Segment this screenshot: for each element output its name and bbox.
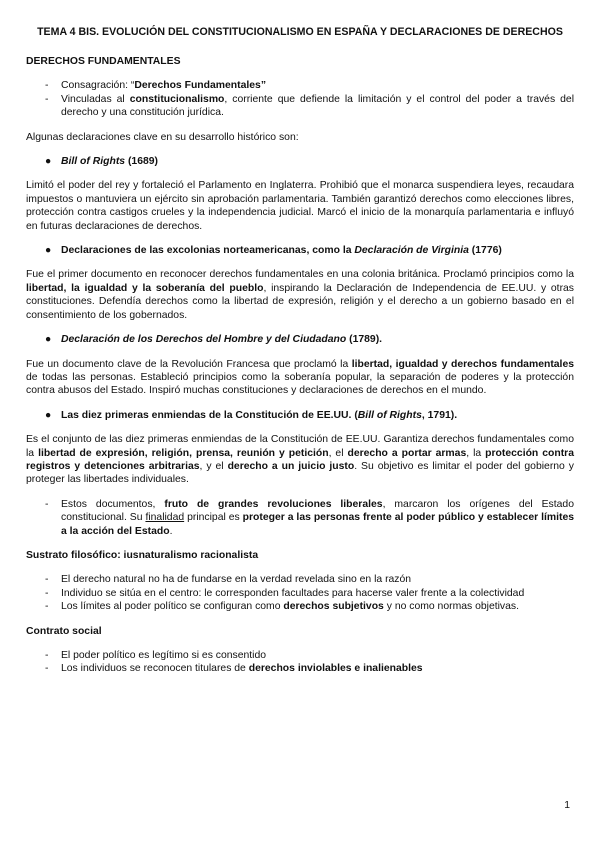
bullet-declaracion-virginia: ● Declaraciones de las excolonias norteamericanas, como la Declaración de Virginia (1776) xyxy=(45,245,502,257)
paragraph-derechos-hombre: Fue un documento clave de la Revolución Francesa que proclamó la libertad, igualdad y derechos fundamentales de todas las personas. Estableció principios como la soberanía popular, la separación de poderes y la protección contra abusos del Estado. Inspiró muchas constituciones y declaraciones de derechos en el mundo. xyxy=(26,358,574,397)
bullet-bill-of-rights-1689: ● Bill of Rights (1689) xyxy=(45,156,159,168)
list-item: - El poder político es legítimo si es consentido xyxy=(26,649,574,662)
paragraph-bill-of-rights: Limitó el poder del rey y fortaleció el Parlamento en Inglaterra. Prohibió que el monarca suspendiera leyes, recaudara impuestos o mantuviera un ejército sin aprobación parlamentaria. También garantizó derechos como elecciones libres, protección contra castigos crueles y la independencia judicial. Marcó el inicio de la monarquía parlamentaria e influyó en futuras declaraciones de derechos. xyxy=(26,180,574,232)
section-heading-derechos-fundamentales: DERECHOS FUNDAMENTALES xyxy=(26,56,181,67)
documentos-list xyxy=(26,498,574,538)
list-item: - Los límites al poder político se configuran como derechos subjetivos y no como normas objetivas. xyxy=(26,600,574,613)
bullet-icon: ● xyxy=(45,409,52,421)
derechos-list xyxy=(26,79,574,119)
document-page xyxy=(26,26,574,687)
list-item: - El derecho natural no ha de fundarse en la verdad revelada sino en la razón xyxy=(26,573,574,586)
paragraph-enmiendas: Es el conjunto de las diez primeras enmiendas de la Constitución de EE.UU. Garantiza derechos fundamentales como la libertad de expresión, religión, prensa, reunión y petición, el derecho a portar armas, la protección contra registros y detenciones arbitrarias, y el derecho a un juicio justo. Su objetivo es limitar el poder del gobierno y proteger las libertades individuales. xyxy=(26,434,574,486)
intro-paragraph: Algunas declaraciones clave en su desarrollo histórico son: xyxy=(26,131,299,143)
list-item: - Individuo se sitúa en el centro: le corresponden facultades para hacerse valer frente a la colectividad xyxy=(26,587,574,600)
contrato-list xyxy=(26,649,574,676)
list-item: - Estos documentos, fruto de grandes revoluciones liberales, marcaron los orígenes del Estado constitucional. Su finalidad principal es proteger a las personas frente al poder público y establecer límites a la acción del Estado. xyxy=(26,498,574,538)
bullet-icon: ● xyxy=(45,334,52,346)
sustrato-list xyxy=(26,573,574,613)
page-number: 1 xyxy=(564,800,570,811)
list-item: - Los individuos se reconocen titulares de derechos inviolables e inalienables xyxy=(26,662,574,675)
bullet-derechos-hombre: ● Declaración de los Derechos del Hombre y del Ciudadano (1789). xyxy=(45,334,383,346)
bullet-icon: ● xyxy=(45,245,52,257)
section-heading-sustrato-filosofico: Sustrato filosófico: iusnaturalismo racionalista xyxy=(26,549,259,561)
document-title: TEMA 4 BIS. EVOLUCIÓN DEL CONSTITUCIONALISMO EN ESPAÑA Y DECLARACIONES DE DERECHOS xyxy=(37,26,563,38)
section-heading-contrato-social: Contrato social xyxy=(26,625,102,637)
bullet-diez-enmiendas: ● Las diez primeras enmiendas de la Constitución de EE.UU. (Bill of Rights, 1791). xyxy=(45,409,458,421)
list-item: - Consagración: “Derechos Fundamentales” xyxy=(26,79,574,92)
paragraph-virginia: Fue el primer documento en reconocer derechos fundamentales en una colonia británica. Proclamó principios como la libertad, la igualdad y la soberanía del pueblo, inspirando la Declaración de Independencia de EE.UU. y otras constituciones. Defendía derechos como la libertad de expresión, religión y el derecho a un gobierno basado en el consentimiento de los gobernados. xyxy=(26,269,574,321)
bullet-icon: ● xyxy=(45,156,52,168)
list-item: - Vinculadas al constitucionalismo, corriente que defiende la limitación y el control del poder a través del derecho y una constitución jurídica. xyxy=(26,93,574,120)
